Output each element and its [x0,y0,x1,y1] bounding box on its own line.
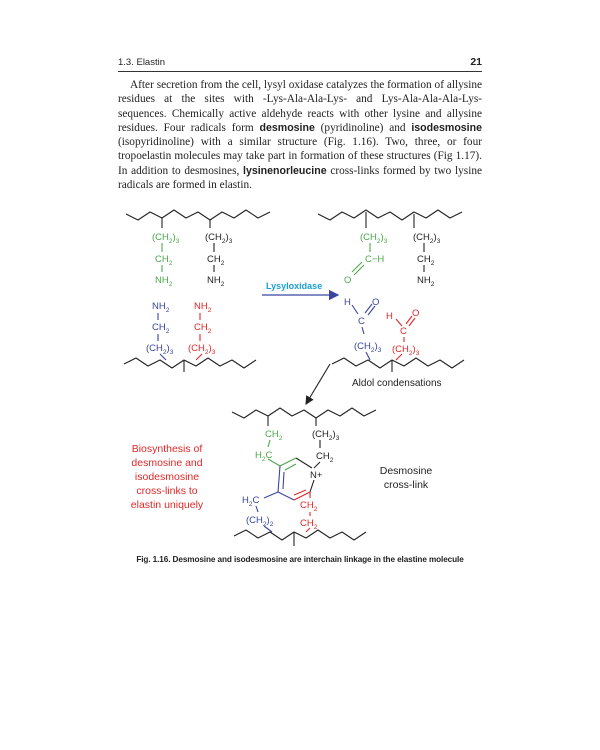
chem-label: C [358,316,365,327]
bond [396,319,402,326]
chem-label: H [344,297,351,308]
pyridinium-ring-inner [285,464,296,470]
chem-label: $CH_2$ [316,451,334,464]
chem-label: $(CH_2)_3$ [392,344,420,357]
term-isodesmosine: isodesmosine [411,121,482,134]
pyridinium-ring-inner [294,490,306,495]
note-line: elastin uniquely [130,499,204,511]
chem-label: O [372,297,380,308]
note-line: cross-links to [136,485,198,497]
chain-backbone [124,358,256,368]
bond [366,352,370,360]
chem-label: $(CH_2)_3$ [360,232,388,245]
pyridinium-ring [310,480,314,492]
desmosine-label-line: Desmosine [379,465,433,477]
chem-label: O [344,275,352,286]
bond [264,492,278,498]
chem-label: $H_2C$ [242,495,260,508]
chem-label: $CH_2$ [207,254,225,267]
term-lysinenorleucine: lysinenorleucine [243,164,327,177]
chem-label: O [412,308,420,319]
chain-backbone [234,530,366,540]
pyridinium-ring [296,458,312,468]
paragraph-text: After secretion from the cell, lysyl oxidase catalyzes the formation of allysine residues at the sites with -Lys-Ala-Ala-Lys- and Lys-Ala-Ala-Ala-Lys- sequences. Chemically active aldehyde reacts with other lysine and allysine residues. Four radicals form [118,79,482,134]
chem-label: $(CH_2)_3$ [354,341,382,354]
chem-label: $NH_2$ [155,275,173,288]
aldol-condensations-label: Aldol condensations [352,378,442,389]
term-desmosine: desmosine [259,121,315,134]
chem-label: $(CH_2)_3$ [312,429,340,442]
bond [354,265,364,275]
chain-backbone [126,210,270,220]
chem-label: $CH_2$ [300,518,318,531]
chem-label: $(CH_2)_3$ [188,343,216,356]
pyridinium-ring [278,466,280,492]
note-line: isodesmosine [134,471,200,483]
chem-label: C−H [365,254,385,265]
lysyloxidase-label: Lysyloxidase [266,281,323,291]
figure-caption: Fig. 1.16. Desmosine and isodesmosine are interchain linkage in the elastine molecule [136,555,464,564]
pyridinium-nitrogen: N+ [310,470,323,481]
bond [314,462,320,468]
chem-label: $(CH_2)_3$ [146,343,174,356]
biosynthesis-note [131,443,204,511]
paragraph-text: cross-links formed by two lysine radicals are formed in elastin. [118,164,482,192]
chem-label: $(CH_2)_3$ [152,232,180,245]
condensation-arrow [306,364,330,404]
chem-label: $CH_2$ [155,254,173,267]
chem-label: $NH_2$ [194,301,212,314]
bond [196,354,202,360]
chem-label: H [386,311,393,322]
chem-label: $NH_2$ [417,275,435,288]
chem-label: $(CH_2)_3$ [413,232,441,245]
chem-label: $CH_2$ [265,429,283,442]
section-title: 1.3. Elastin [118,57,165,68]
note-line: desmosine and [131,457,203,469]
desmosine-label-line: cross-link [383,479,429,491]
chem-label: $H_2C$ [255,450,273,463]
chem-label: $CH_2$ [194,322,212,335]
chem-label: $NH_2$ [207,275,225,288]
paragraph-text: (pyridinoline) and [314,121,412,134]
bond [256,506,258,512]
pyridinium-ring-inner [283,472,284,489]
note-line: Biosynthesis of [131,443,203,455]
chem-label: $CH_2$ [152,322,170,335]
desmosine-crosslink-label [380,465,433,491]
bond [352,262,362,272]
bond [352,305,358,314]
chem-label: $(CH_2)_2$ [246,515,274,528]
chain-backbone [318,210,462,220]
pyridinium-ring [294,492,310,500]
chem-label: $CH_2$ [417,254,435,267]
chain-backbone [232,408,376,418]
bond [362,327,364,334]
chem-label: $(CH_2)_3$ [205,232,233,245]
paragraph-text: (isopyridinoline) with a similar structure (Fig. 1.16). Two, three, or four tropoelastin molecules may take part in formation of these structures (Fig 1.17). In addition to desmosines, [118,136,482,177]
chem-label: $NH_2$ [152,301,170,314]
page-number: 21 [470,56,482,68]
pyridinium-ring [278,492,294,500]
chem-label: $CH_2$ [300,500,318,513]
chain-backbone [332,358,464,368]
chem-label: C [400,326,407,337]
bond [268,440,270,447]
